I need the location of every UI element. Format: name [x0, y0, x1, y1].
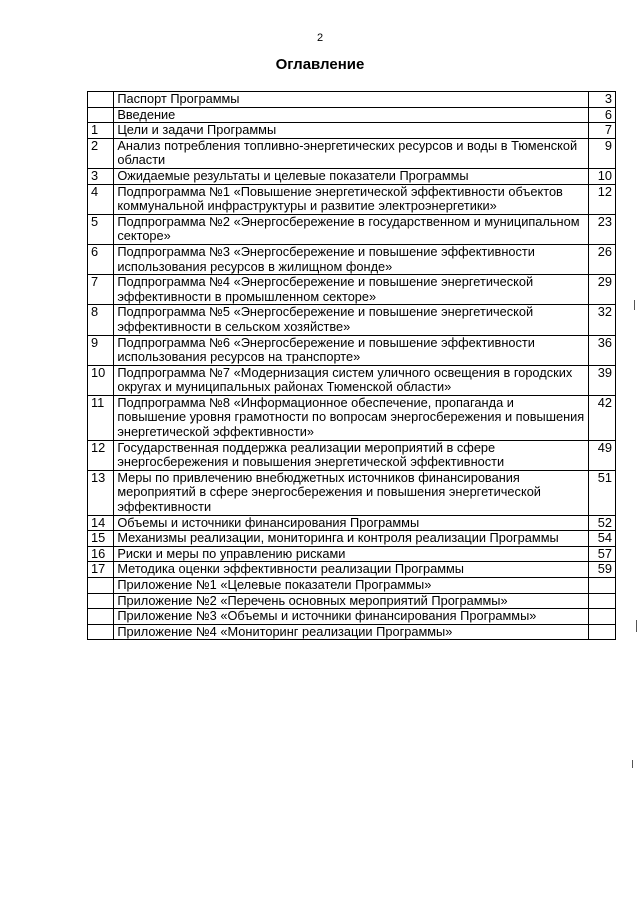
toc-body — [88, 92, 616, 640]
toc-row — [88, 562, 616, 578]
toc-row-title: Государственная поддержка реализации мероприятий в сфере энергосбережения и повышения энергетической эффективности — [114, 440, 588, 470]
toc-row-page — [588, 578, 615, 594]
toc-row — [88, 578, 616, 594]
toc-row-title: Анализ потребления топливно-энергетических ресурсов и воды в Тюменской области — [114, 138, 588, 168]
toc-row — [88, 546, 616, 562]
toc-table — [87, 91, 616, 640]
toc-row — [88, 107, 616, 123]
toc-row — [88, 395, 616, 440]
toc-row-number: 12 — [88, 440, 114, 470]
toc-row — [88, 335, 616, 365]
toc-row-page: 10 — [588, 168, 615, 184]
toc-row — [88, 440, 616, 470]
toc-row-title: Меры по привлечению внебюджетных источников финансирования мероприятий в сфере энергосбережения и повышения энергетической эффективности — [114, 470, 588, 515]
toc-row-page: 54 — [588, 531, 615, 547]
toc-row — [88, 365, 616, 395]
toc-row — [88, 470, 616, 515]
toc-row-page: 57 — [588, 546, 615, 562]
toc-row-title: Приложение №2 «Перечень основных мероприятий Программы» — [114, 593, 588, 609]
toc-row-title: Подпрограмма №5 «Энергосбережение и повышение энергетической эффективности в сельском хозяйстве» — [114, 305, 588, 335]
page-number: 2 — [316, 32, 324, 44]
toc-row-title: Механизмы реализации, мониторинга и контроля реализации Программы — [114, 531, 588, 547]
toc-row-page — [588, 609, 615, 625]
toc-row-number — [88, 107, 114, 123]
toc-row-number — [88, 609, 114, 625]
scan-edge-mark — [632, 760, 633, 768]
toc-row-title: Подпрограмма №7 «Модернизация систем уличного освещения в городских округах и муниципальных районах Тюменской области» — [114, 365, 588, 395]
toc-row-page: 3 — [588, 92, 615, 108]
toc-row-number: 1 — [88, 123, 114, 139]
toc-row-number — [88, 593, 114, 609]
toc-row-number: 11 — [88, 395, 114, 440]
toc-row-page: 42 — [588, 395, 615, 440]
toc-row-number: 3 — [88, 168, 114, 184]
toc-row-number: 5 — [88, 214, 114, 244]
toc-row-title: Цели и задачи Программы — [114, 123, 588, 139]
toc-row-number: 15 — [88, 531, 114, 547]
toc-row-page: 59 — [588, 562, 615, 578]
toc-row — [88, 214, 616, 244]
toc-row — [88, 531, 616, 547]
toc-row-title: Подпрограмма №6 «Энергосбережение и повышение эффективности использования ресурсов на транспорте» — [114, 335, 588, 365]
toc-row-title: Подпрограмма №2 «Энергосбережение в государственном и муниципальном секторе» — [114, 214, 588, 244]
toc-row-page: 9 — [588, 138, 615, 168]
toc-row-page: 6 — [588, 107, 615, 123]
toc-row-number: 9 — [88, 335, 114, 365]
toc-row-page — [588, 593, 615, 609]
toc-row-page: 52 — [588, 515, 615, 531]
toc-row-title: Приложение №4 «Мониторинг реализации Программы» — [114, 624, 588, 640]
toc-row-page: 12 — [588, 184, 615, 214]
toc-row-title: Введение — [114, 107, 588, 123]
toc-row-title: Подпрограмма №8 «Информационное обеспечение, пропаганда и повышение уровня грамотности по вопросам энергосбережения и повышения энергетической эффективности» — [114, 395, 588, 440]
toc-row-number: 14 — [88, 515, 114, 531]
toc-row-number: 13 — [88, 470, 114, 515]
toc-row-title: Подпрограмма №4 «Энергосбережение и повышение энергетической эффективности в промышленном секторе» — [114, 275, 588, 305]
toc-row-number: 8 — [88, 305, 114, 335]
scan-edge-mark — [636, 620, 637, 632]
toc-row-page: 32 — [588, 305, 615, 335]
toc-row-number: 6 — [88, 244, 114, 274]
toc-row-number: 4 — [88, 184, 114, 214]
toc-row-title: Методика оценки эффективности реализации Программы — [114, 562, 588, 578]
toc-row — [88, 275, 616, 305]
toc-row-number — [88, 578, 114, 594]
toc-row-title: Объемы и источники финансирования Программы — [114, 515, 588, 531]
toc-row — [88, 305, 616, 335]
toc-row-number: 2 — [88, 138, 114, 168]
toc-row-title: Подпрограмма №1 «Повышение энергетической эффективности объектов коммунальной инфраструктуры и развитие электроэнергетики» — [114, 184, 588, 214]
toc-row-title: Риски и меры по управлению рисками — [114, 546, 588, 562]
toc-row-number: 16 — [88, 546, 114, 562]
toc-row — [88, 515, 616, 531]
toc-row-title: Подпрограмма №3 «Энергосбережение и повышение эффективности использования ресурсов в жилищном фонде» — [114, 244, 588, 274]
toc-row-number: 17 — [88, 562, 114, 578]
toc-row-page: 26 — [588, 244, 615, 274]
toc-row — [88, 92, 616, 108]
toc-row-page: 49 — [588, 440, 615, 470]
page-title: Оглавление — [275, 56, 365, 73]
toc-row-number: 7 — [88, 275, 114, 305]
toc-row-page: 29 — [588, 275, 615, 305]
toc-row-title: Паспорт Программы — [114, 92, 588, 108]
toc-row — [88, 593, 616, 609]
toc-row-title: Приложение №3 «Объемы и источники финансирования Программы» — [114, 609, 588, 625]
toc-row — [88, 244, 616, 274]
toc-row-number — [88, 624, 114, 640]
toc-row-page: 36 — [588, 335, 615, 365]
toc-row — [88, 609, 616, 625]
scan-edge-mark — [634, 300, 635, 310]
toc-row-title: Ожидаемые результаты и целевые показатели Программы — [114, 168, 588, 184]
toc-row-title: Приложение №1 «Целевые показатели Программы» — [114, 578, 588, 594]
toc-row — [88, 138, 616, 168]
toc-row — [88, 168, 616, 184]
toc-row-page: 51 — [588, 470, 615, 515]
toc-row-page: 39 — [588, 365, 615, 395]
toc-row-page — [588, 624, 615, 640]
toc-row-page: 7 — [588, 123, 615, 139]
toc-row-page: 23 — [588, 214, 615, 244]
toc-row — [88, 184, 616, 214]
toc-row — [88, 123, 616, 139]
toc-row-number: 10 — [88, 365, 114, 395]
toc-row-number — [88, 92, 114, 108]
toc-row — [88, 624, 616, 640]
